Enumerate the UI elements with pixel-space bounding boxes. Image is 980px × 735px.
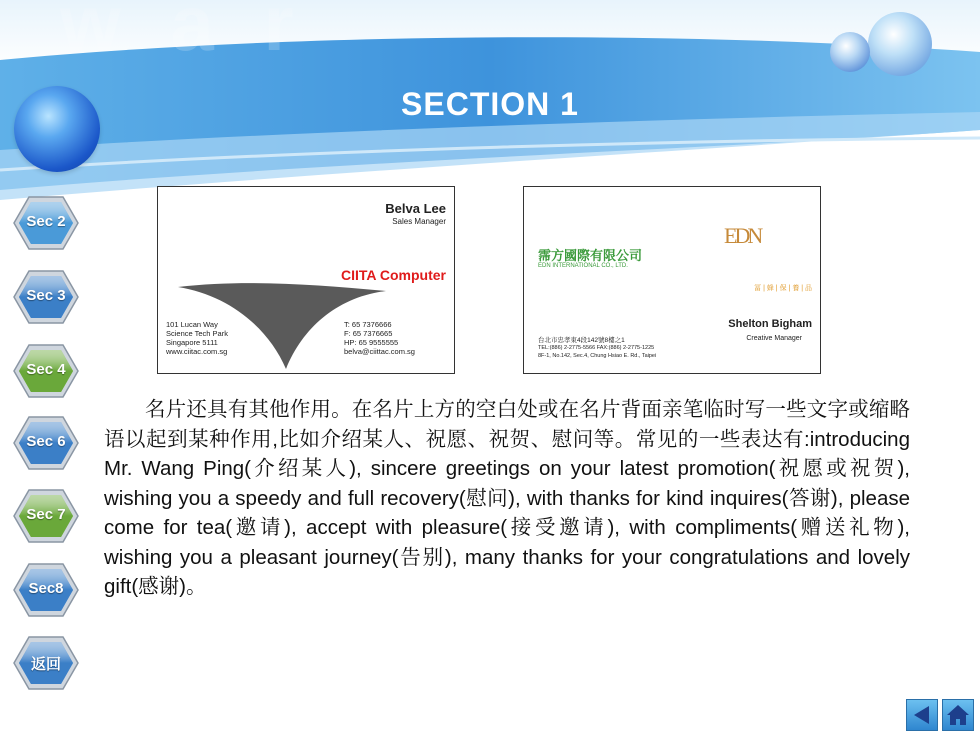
contact-line: F: 65 7376665 xyxy=(344,329,393,338)
nav-button-sec6[interactable] xyxy=(12,415,80,471)
card-company-en: EDN INTERNATIONAL CO., LTD. xyxy=(538,263,628,269)
nav-button-label: Sec 6 xyxy=(26,433,66,450)
card-role: Sales Manager xyxy=(392,217,446,226)
nav-button-sec2[interactable] xyxy=(12,195,80,251)
business-card-ciita xyxy=(157,186,455,374)
card-address-cn: 台北市忠孝東4段142號8樓之1 xyxy=(538,337,625,344)
nav-button-sec8[interactable] xyxy=(12,562,80,618)
card-services: 冨 | 蜂 | 保 | 養 | 品 xyxy=(754,285,812,292)
nav-button-label: Sec 4 xyxy=(26,361,66,378)
nav-button-label: Sec 3 xyxy=(26,287,66,304)
slide-title: SECTION 1 xyxy=(401,86,579,122)
address-line: 101 Lucan Way xyxy=(166,320,218,329)
card-contacts xyxy=(344,320,415,356)
contact-line: belva@ciittac.com.sg xyxy=(344,347,415,356)
nav-button-label: Sec8 xyxy=(28,580,64,597)
home-button[interactable] xyxy=(942,699,974,731)
card-company-cn: 霈方國際有限公司 xyxy=(538,248,643,263)
card-address-en: 8F-1, No.142, Sec.4, Chung Hsiao E. Rd., Taipei xyxy=(538,353,657,359)
address-line: www.ciitac.com.sg xyxy=(166,347,228,356)
nav-button-label: Sec 7 xyxy=(26,506,66,523)
card-name: Belva Lee xyxy=(385,201,446,216)
decorative-watermark: w a r xyxy=(60,0,308,67)
edn-logo: EDN xyxy=(724,223,761,248)
home-icon xyxy=(943,700,973,730)
contact-line: T: 65 7376666 xyxy=(344,320,392,329)
decorative-orb xyxy=(830,32,870,72)
nav-button-label: 返回 xyxy=(30,656,61,673)
left-arrow-icon xyxy=(907,700,937,730)
body-paragraph: 名片还具有其他作用。在名片上方的空白处或在名片背面亲笔临时写一些文字或缩略语以起到某种作用,比如介绍某人、祝愿、祝贺、慰问等。常见的一些表达有:introducing Mr. Wang Ping(介绍某人), sincere greetings on your latest promotion(祝愿或祝贺), wishing you a speedy and full recovery(慰问), with thanks for kind inquires(答谢), please come for tea(邀请), accept with pleasure(接受邀请), with compliments(赠送礼物), wishing you a pleasant journey(告别), many thanks for your congratulations and lovely gift(感谢)。 xyxy=(104,398,910,598)
contact-line: HP: 65 9555555 xyxy=(344,338,399,347)
nav-button-sec4[interactable] xyxy=(12,343,80,399)
decorative-orb xyxy=(868,12,932,76)
nav-button-sec3[interactable] xyxy=(12,269,80,325)
card-phone: TEL:(886) 2-2775-5566 FAX:(886) 2-2775-1225 xyxy=(538,345,655,351)
address-line: Science Tech Park xyxy=(166,329,228,338)
business-card-edn xyxy=(523,186,821,374)
back-button[interactable] xyxy=(906,699,938,731)
nav-button-label: Sec 2 xyxy=(26,213,66,230)
card-company: CIITA Computer xyxy=(341,267,446,283)
address-line: Singapore 5111 xyxy=(166,338,218,347)
card-role: Creative Manager xyxy=(746,335,802,342)
nav-button-返回[interactable] xyxy=(12,635,80,691)
nav-button-sec7[interactable] xyxy=(12,488,80,544)
body-paragraph-container xyxy=(104,395,910,602)
card-name: Shelton Bigham xyxy=(728,318,812,330)
card-address xyxy=(166,320,228,356)
